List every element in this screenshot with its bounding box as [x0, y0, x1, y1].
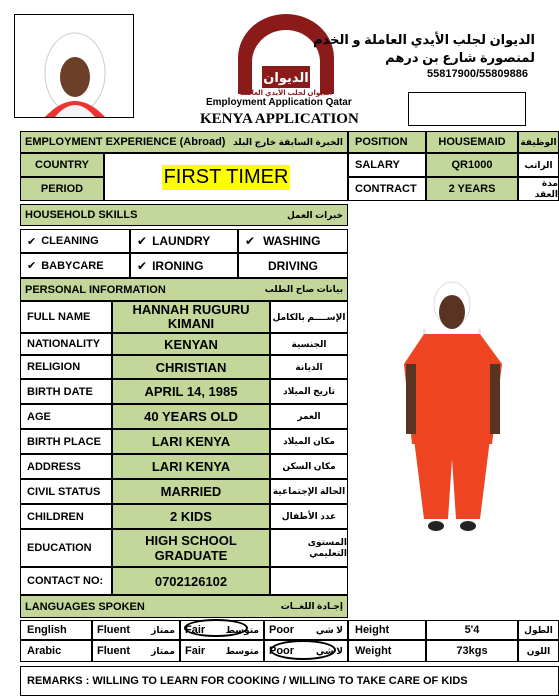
first-timer-highlight: FIRST TIMER: [163, 165, 289, 188]
agency-name-ar-1: الديوان لجلب الأيدي العاملة و الخدم: [313, 32, 535, 47]
salary-value: QR1000: [426, 153, 518, 177]
experience-label: EMPLOYMENT EXPERIENCE (Abroad): [25, 136, 226, 148]
row-value-nationality: KENYAN: [112, 333, 270, 355]
fluent-ar: ممتاز: [151, 645, 175, 656]
subtitle: Employment Application Qatar: [206, 97, 352, 108]
check-icon: ✔: [27, 235, 37, 248]
row-ar-contact: [270, 567, 348, 595]
personal-label-ar: بيانات صاح الطلب: [264, 284, 343, 294]
height-ar: الطول: [518, 620, 559, 640]
contract-label: CONTRACT: [348, 177, 426, 201]
fair-label: Fair: [185, 624, 206, 636]
row-label-age: AGE: [20, 404, 112, 429]
skill-ironing: [130, 253, 238, 278]
skill-label: BABYCARE: [41, 259, 104, 272]
lang-arabic-fluent: [92, 640, 180, 662]
poor-ar: لا شي: [315, 645, 343, 656]
skills-label: HOUSEHOLD SKILLS: [25, 209, 138, 221]
row-label-civil-status: CIVIL STATUS: [20, 479, 112, 504]
skill-babycare: [20, 253, 130, 278]
row-label-contact: CONTACT NO:: [20, 567, 112, 595]
row-value-full-name: HANNAH RUGURU KIMANI: [112, 301, 270, 333]
weight-label: Weight: [348, 640, 426, 662]
agency-phones: 55817900/55809886: [427, 68, 528, 80]
row-ar-address: مكان السكن: [270, 454, 348, 479]
row-value-contact: 0702126102: [112, 567, 270, 595]
row-value-address: LARI KENYA: [112, 454, 270, 479]
fluent-label: Fluent: [97, 624, 130, 636]
lang-arabic-fair: [180, 640, 264, 662]
experience-header: [20, 131, 348, 153]
skill-label: CLEANING: [41, 235, 99, 247]
poor-label: Poor: [269, 645, 295, 657]
check-icon: ✔: [137, 234, 148, 248]
country-label: COUNTRY: [20, 153, 104, 177]
logo-text: الديوان: [263, 71, 309, 86]
skills-header: [20, 204, 348, 226]
check-icon: ✔: [137, 258, 148, 273]
weight-value: 73kgs: [426, 640, 518, 662]
skills-label-ar: خبرات العمل: [287, 209, 343, 220]
poor-ar: لا شي: [315, 624, 343, 635]
row-value-age: 40 YEARS OLD: [112, 404, 270, 429]
english-fair-selected-circle: [184, 619, 248, 637]
page-title: KENYA APPLICATION: [200, 111, 359, 127]
personal-header: [20, 278, 348, 301]
full-body-figure: [352, 204, 559, 620]
logo-caption: الديوان لجلب الأيدي العاملة: [240, 90, 332, 97]
row-label-full-name: FULL NAME: [20, 301, 112, 333]
portrait-figure: [15, 15, 133, 117]
languages-header: [20, 595, 348, 618]
skill-label: IRONING: [152, 258, 204, 273]
check-icon: ✔: [27, 260, 37, 272]
row-value-civil-status: MARRIED: [112, 479, 270, 504]
fair-ar: متوسط: [225, 645, 259, 656]
agency-name-ar-2: لمنصورة شارع بن درهم: [385, 50, 535, 65]
lang-english-poor: [264, 620, 348, 640]
skill-label: DRIVING: [267, 258, 318, 273]
check-icon: ✔: [245, 234, 256, 248]
salary-ar: الراتب: [518, 153, 559, 177]
weight-ar: اللون: [518, 640, 559, 662]
row-value-education: HIGH SCHOOL GRADUATE: [112, 529, 270, 567]
row-label-education: EDUCATION: [20, 529, 112, 567]
poor-label: Poor: [269, 624, 295, 636]
row-label-birth-date: BIRTH DATE: [20, 379, 112, 404]
skill-cleaning: [20, 229, 130, 253]
row-ar-civil-status: الحالة الإجتماعية: [270, 479, 348, 504]
lang-english-label: English: [20, 620, 92, 640]
remarks: REMARKS : WILLING TO LEARN FOR COOKING / WILLING TO TAKE CARE OF KIDS: [20, 666, 559, 696]
row-ar-age: العمر: [270, 404, 348, 429]
fluent-ar: ممتاز: [151, 624, 175, 635]
row-value-birth-date: APRIL 14, 1985: [112, 379, 270, 404]
fluent-label: Fluent: [97, 645, 130, 657]
row-value-religion: CHRISTIAN: [112, 355, 270, 379]
skill-driving: [238, 253, 348, 278]
skill-label: LAUNDRY: [152, 234, 211, 248]
lang-arabic-label: Arabic: [20, 640, 92, 662]
portrait-photo: [14, 14, 134, 118]
row-ar-birth-place: مكان الميلاد: [270, 429, 348, 454]
personal-label: PERSONAL INFORMATION: [25, 283, 166, 296]
lang-english-fluent: [92, 620, 180, 640]
row-ar-birth-date: تاريخ الميلاد: [270, 379, 348, 404]
row-ar-full-name: الإســــم بالكامل: [270, 301, 348, 333]
row-ar-nationality: الجنسية: [270, 333, 348, 355]
row-value-birth-place: LARI KENYA: [112, 429, 270, 454]
height-label: Height: [348, 620, 426, 640]
skill-laundry: [130, 229, 238, 253]
row-label-nationality: NATIONALITY: [20, 333, 112, 355]
languages-label-ar: إجـادة اللغــات: [280, 601, 343, 611]
experience-value-box: [104, 153, 348, 201]
languages-label: LANGUAGES SPOKEN: [25, 600, 145, 613]
row-label-religion: RELIGION: [20, 355, 112, 379]
row-label-birth-place: BIRTH PLACE: [20, 429, 112, 454]
row-ar-religion: الديانة: [270, 355, 348, 379]
skill-washing: [238, 229, 348, 253]
position-label: POSITION: [348, 131, 426, 153]
agency-logo: [232, 14, 340, 96]
contract-value: 2 YEARS: [426, 177, 518, 201]
position-ar: الوظيفة: [518, 131, 559, 153]
position-value: HOUSEMAID: [426, 131, 518, 153]
experience-label-ar: الخبرة السابقة خارج البلد: [233, 136, 343, 147]
full-body-photo: [352, 204, 559, 620]
fair-label: Fair: [185, 645, 206, 657]
arabic-poor-selected-circle: [270, 640, 336, 660]
salary-label: SALARY: [348, 153, 426, 177]
blank-box: [408, 92, 526, 126]
row-ar-education: المستوى التعليمي: [270, 529, 348, 567]
skill-label: WASHING: [263, 234, 321, 248]
row-ar-children: عدد الأطفال: [270, 504, 348, 529]
contract-ar: مدة العقد: [518, 177, 559, 201]
period-label: PERIOD: [20, 177, 104, 201]
row-value-children: 2 KIDS: [112, 504, 270, 529]
fair-ar: متوسط: [225, 624, 259, 635]
row-label-children: CHILDREN: [20, 504, 112, 529]
row-label-address: ADDRESS: [20, 454, 112, 479]
height-value: 5'4: [426, 620, 518, 640]
